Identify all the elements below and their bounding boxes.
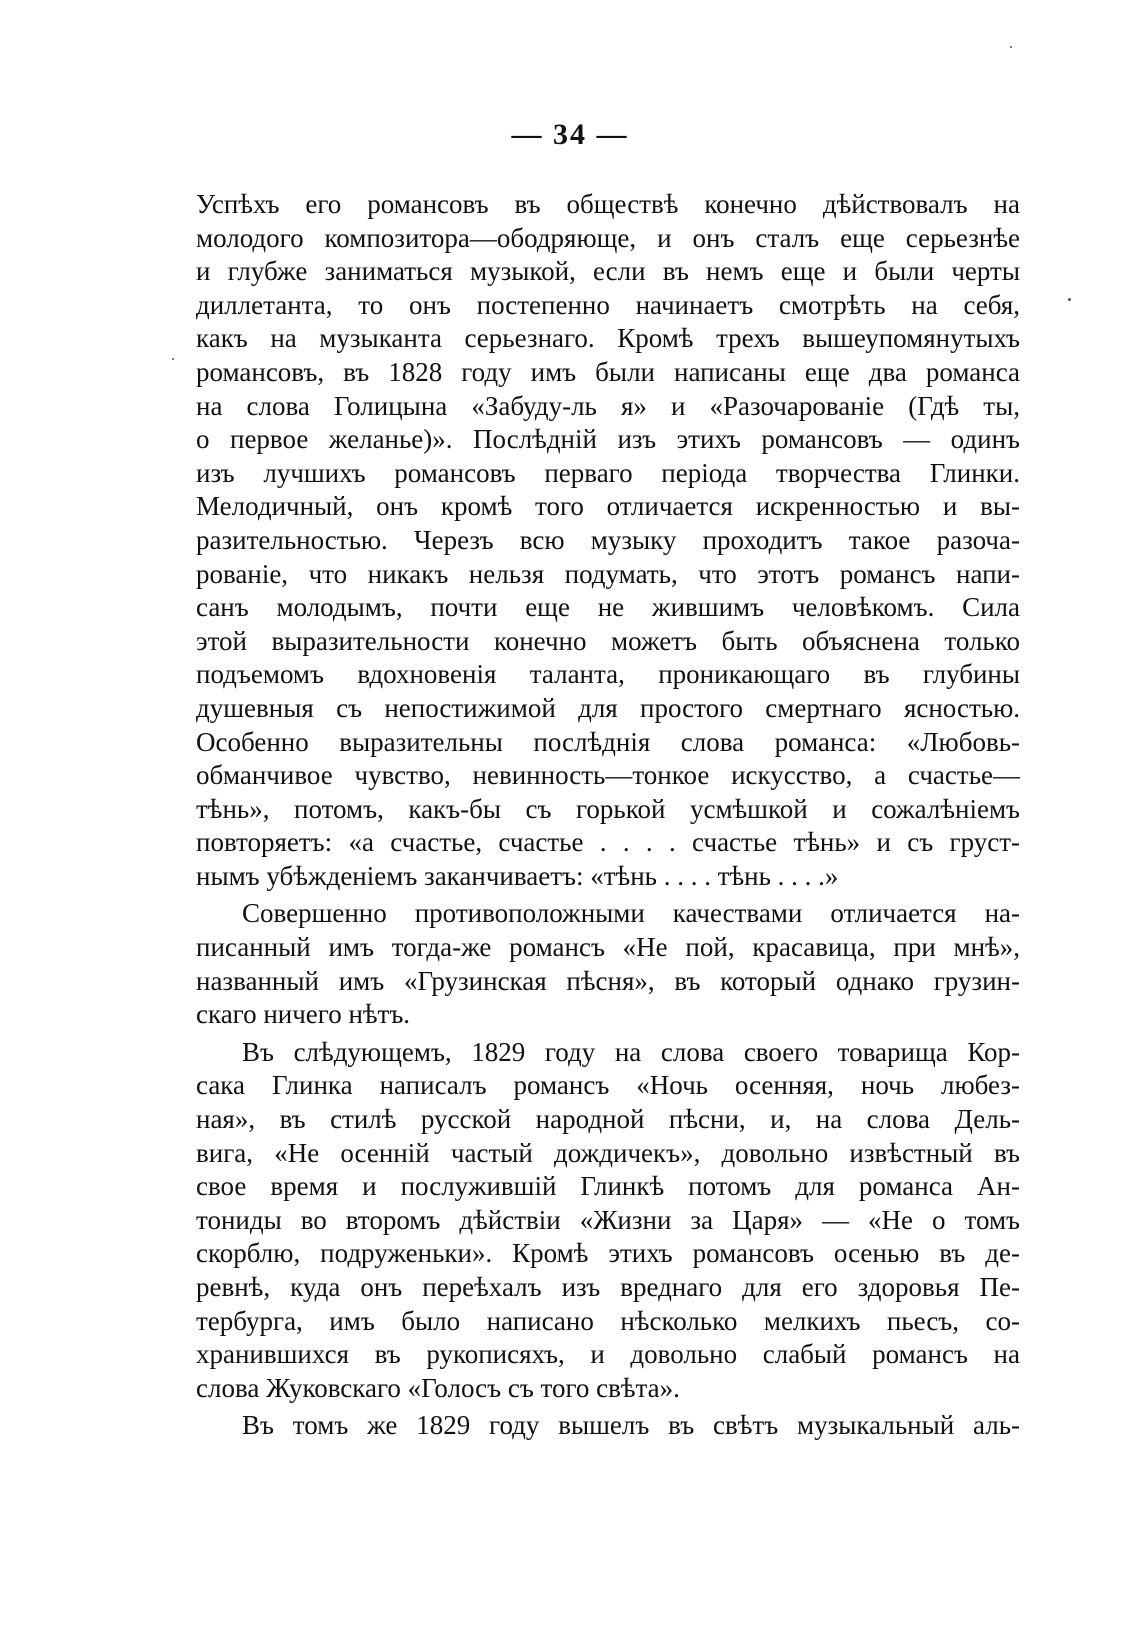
text-line: названный имъ «Грузинская пѣсня», въ который однако грузин- (196, 965, 1020, 996)
paragraph (196, 188, 1020, 893)
text-line: изъ лучшихъ романсовъ перваго періода творчества Глинки. (196, 457, 1020, 488)
text-line: слова Жуковскаго «Голосъ съ того свѣта». (196, 1372, 680, 1403)
text-line: о первое желанье)». Послѣдній изъ этихъ романсовъ — одинъ (196, 424, 1020, 455)
paragraph (196, 1036, 1020, 1406)
text-line: обманчивое чувство, невинность—тонкое искусство, а счастье— (196, 760, 1020, 791)
text-line: подъемомъ вдохновенія таланта, проникающаго въ глубины (196, 659, 1020, 690)
text-line: рованіе, что никакъ нельзя подумать, что этотъ романсъ напи- (196, 558, 1020, 589)
text-line: Въ слѣдующемъ, 1829 году на слова своего товарища Кор- (242, 1036, 1020, 1067)
text-line: какъ на музыканта серьезнаго. Кромѣ трехъ вышеупомянутыхъ (196, 323, 1020, 354)
paragraph (196, 897, 1020, 1031)
paragraph (196, 1409, 1020, 1443)
text-line: скаго ничего нѣтъ. (196, 999, 411, 1030)
text-line: ревнѣ, куда онъ переѣхалъ изъ вреднаго для его здоровья Пе- (196, 1272, 1020, 1302)
text-line: этой выразительности конечно можетъ быть объяснена только (196, 625, 1020, 656)
text-line: тербурга, имъ было написано нѣсколько мелкихъ пьесъ, со- (196, 1305, 1020, 1336)
text-line: разительностью. Черезъ всю музыку проходитъ такое разоча- (196, 524, 1020, 555)
page-number: — 34 — (511, 118, 629, 151)
scan-speck (1010, 46, 1012, 48)
text-line: ная», въ стилѣ русской народной пѣсни, и, на слова Дель- (196, 1104, 1020, 1135)
text-line: тониды во второмъ дѣйствіи «Жизни за Царя» — «Не о томъ (196, 1204, 1020, 1235)
text-line: писанный имъ тогда-же романсъ «Не пой, красавица, при мнѣ», (196, 932, 1020, 963)
text-line: на слова Голицына «Забуду-ль я» и «Разочарованіе (Гдѣ ты, (196, 390, 1020, 421)
text-line: диллетанта, то онъ постепенно начинаетъ смотрѣть на себя, (196, 289, 1020, 320)
text-line: свое время и послужившій Глинкѣ потомъ для романса Ан- (196, 1171, 1020, 1202)
body-text (196, 188, 1020, 1443)
text-line: молодого композитора—ободряюще, и онъ сталъ еще серьезнѣе (196, 222, 1020, 253)
text-line: Совершенно противоположными качествами отличается на- (242, 898, 1020, 929)
text-line: и глубже заниматься музыкой, если въ немъ еще и были черты (196, 256, 1020, 287)
text-line: повторяетъ: «а счастье, счастье . . . . счастье тѣнь» и съ груст- (196, 827, 1020, 858)
text-line: скорблю, подруженьки». Кромѣ этихъ романсовъ осенью въ де- (196, 1238, 1020, 1269)
scan-speck (172, 358, 174, 360)
text-line: вига, «Не осенній частый дождичекъ», довольно извѣстный въ (196, 1137, 1020, 1168)
text-line: Мелодичный, онъ кромѣ того отличается искренностью и вы- (196, 491, 1020, 522)
text-line: душевныя съ непостижимой для простого смертнаго ясностью. (196, 692, 1020, 723)
text-line: санъ молодымъ, почти еще не жившимъ человѣкомъ. Сила (196, 592, 1020, 623)
text-line: романсовъ, въ 1828 году имъ были написаны еще два романса (196, 356, 1020, 387)
text-line: Въ томъ же 1829 году вышелъ въ свѣтъ музыкальный аль- (242, 1410, 1020, 1441)
text-line: тѣнь», потомъ, какъ-бы съ горькой усмѣшкой и сожалѣніемъ (196, 793, 1020, 824)
text-line: хранившихся въ рукописяхъ, и довольно слабый романсъ на (196, 1339, 1020, 1370)
text-line: сака Глинка написалъ романсъ «Ночь осенняя, ночь любез- (196, 1070, 1020, 1101)
text-line: нымъ убѣжденіемъ заканчиваетъ: «тѣнь . . . . тѣнь . . . .» (196, 860, 839, 891)
scan-speck (1068, 298, 1071, 301)
text-line: Особенно выразительны послѣднія слова романса: «Любовь- (196, 726, 1020, 757)
text-line: Успѣхъ его романсовъ въ обществѣ конечно дѣйствовалъ на (196, 189, 1020, 219)
